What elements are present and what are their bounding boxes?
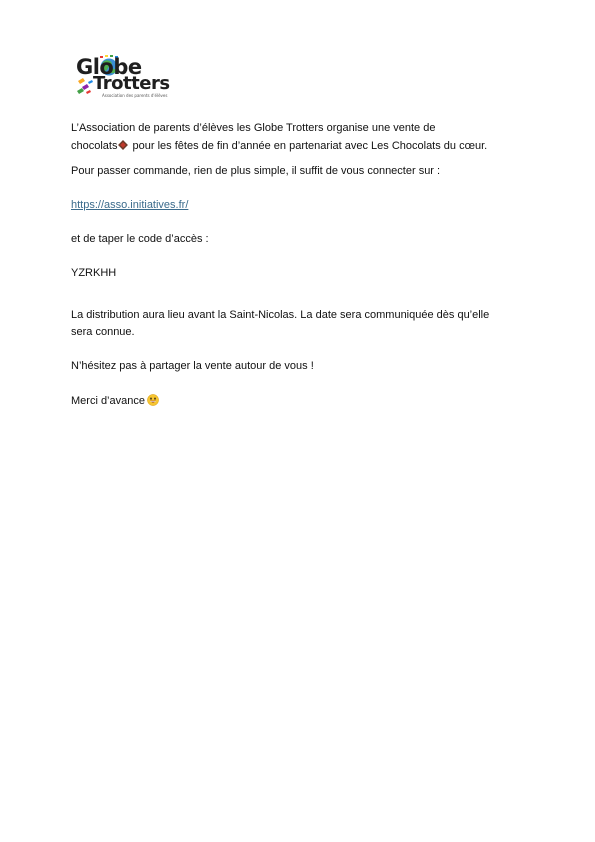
grinning-face-icon xyxy=(147,394,159,406)
logo-subtitle: Association des parents d'élèves xyxy=(102,93,168,98)
order-link-line xyxy=(71,197,531,214)
paragraph-order-instructions: Pour passer commande, rien de plus simple, il suffit de vous connecter sur : xyxy=(71,165,441,177)
intro-chocolats-word: chocolats xyxy=(71,140,118,152)
logo-word-globe: Globe xyxy=(76,55,142,79)
logo-word-trotters: Trotters xyxy=(93,73,170,94)
paragraph-share: N’hésitez pas à partager la vente autour de vous ! xyxy=(71,360,314,372)
chocolate-icon xyxy=(118,139,128,149)
paragraph-thanks xyxy=(71,393,531,410)
order-link[interactable]: https://asso.initiatives.fr/ xyxy=(71,199,189,211)
paragraph-code-instructions: et de taper le code d’accès : xyxy=(71,233,209,245)
thanks-text: Merci d’avance xyxy=(71,395,145,407)
access-code: YZRKHH xyxy=(71,267,117,279)
paragraph-intro-line1: L’Association de parents d’élèves les Globe Trotters organise une vente de xyxy=(71,122,436,134)
paragraph-intro-line2 xyxy=(71,138,531,155)
paragraph-distribution-line2: sera connue. xyxy=(71,326,135,338)
intro-rest: pour les fêtes de fin d’année en partenariat avec Les Chocolats du cœur. xyxy=(129,140,488,152)
globe-trotters-logo xyxy=(74,54,172,100)
paragraph-distribution-line1: La distribution aura lieu avant la Saint-Nicolas. La date sera communiquée dès qu’elle xyxy=(71,309,490,321)
